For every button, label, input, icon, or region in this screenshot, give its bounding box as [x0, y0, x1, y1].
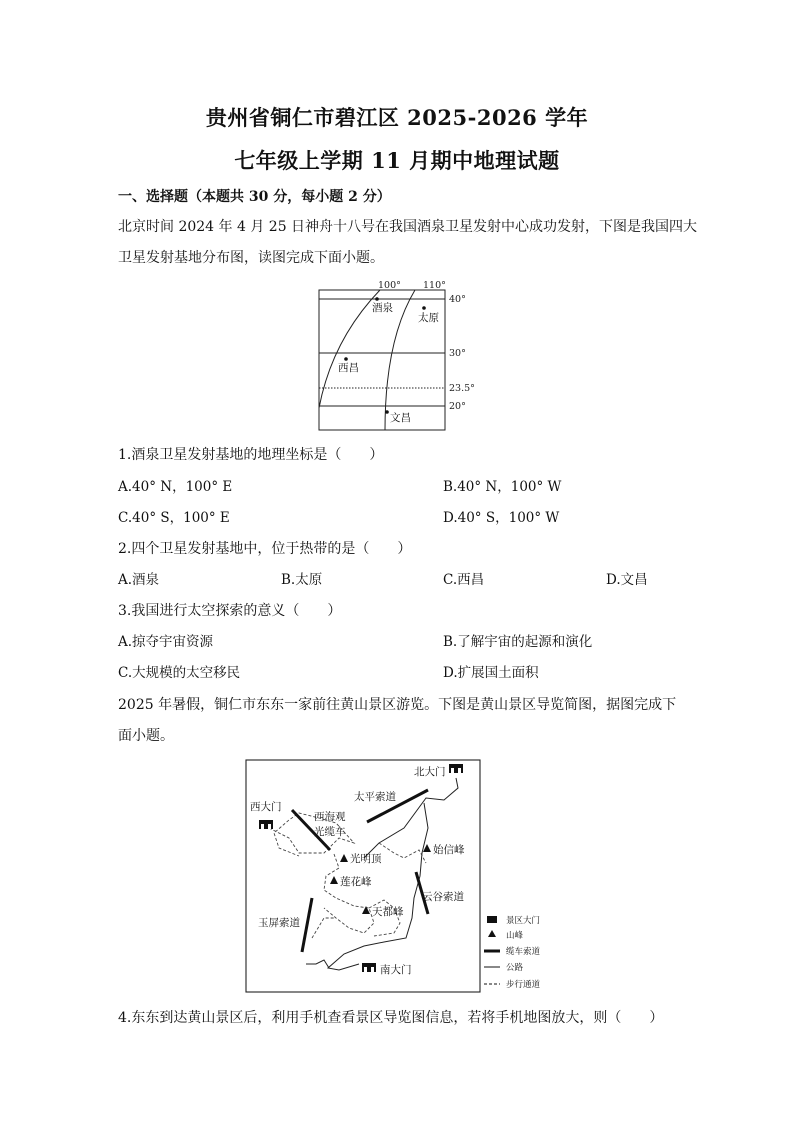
q2-option-a[interactable]: A.酒泉 [118, 572, 160, 588]
intro2-line1: 2025 年暑假，铜仁市东东一家前往黄山景区游览。下图是黄山景区导览简图，据图完成下 [118, 697, 677, 713]
q3-option-d[interactable]: D.扩展国土面积 [443, 665, 539, 681]
q3-option-a[interactable]: A.掠夺宇宙资源 [118, 634, 214, 650]
place-jiuquan: 酒泉 [372, 302, 393, 314]
south-gate-icon [362, 963, 376, 972]
label-south-gate: 南大门 [380, 964, 412, 976]
question-1-stem: 1.酒泉卫星发射基地的地理坐标是（ ） [118, 447, 384, 463]
q3-option-b[interactable]: B.了解宇宙的起源和演化 [443, 634, 593, 650]
peak-lianhuafeng-icon [330, 876, 338, 884]
label-west-gate: 西大门 [250, 801, 282, 813]
svg-text:景区大门: 景区大门 [506, 916, 541, 926]
q1-option-a[interactable]: A.40° N，100° E [118, 479, 233, 495]
label-shixinfeng: 始信峰 [433, 844, 465, 856]
lat-label-40: 40° [449, 294, 466, 305]
map-legend [484, 915, 541, 990]
label-xihai-cableway-2: 光缆车 [314, 826, 346, 838]
north-gate-icon [449, 764, 463, 773]
label-north-gate: 北大门 [414, 766, 446, 778]
question-4-stem: 4.东东到达黄山景区后，利用手机查看景区导览图信息，若将手机地图放大，则（ ） [118, 1010, 664, 1026]
intro-paragraph-line1: 北京时间 2024 年 4 月 25 日神舟十八号在我国酒泉卫星发射中心成功发射，下图是我国四大 [118, 219, 698, 235]
exam-title-line1: 贵州省铜仁市碧江区 2025-2026 学年 [205, 105, 589, 130]
section-heading: 一、选择题（本题共 30 分，每小题 2 分） [118, 189, 391, 205]
q2-option-b[interactable]: B.太原 [281, 572, 323, 588]
label-lianhuafeng: 莲花峰 [340, 876, 372, 888]
label-yuping-cableway: 玉屏索道 [258, 917, 300, 929]
q1-option-b[interactable]: B.40° N，100° W [443, 479, 562, 495]
place-taiyuan: 太原 [418, 312, 439, 324]
label-guangmingding: 光明顶 [350, 853, 382, 865]
svg-text:步行通道: 步行通道 [506, 980, 541, 990]
lat-label-23-5: 23.5° [449, 383, 475, 394]
q3-option-c[interactable]: C.大规模的太空移民 [118, 665, 241, 681]
intro2-line2: 面小题。 [118, 728, 174, 744]
svg-text:缆车索道: 缆车索道 [506, 947, 541, 957]
question-2-stem: 2.四个卫星发射基地中，位于热带的是（ ） [118, 541, 412, 557]
q2-option-d[interactable]: D.文昌 [606, 572, 648, 588]
lat-label-30: 30° [449, 348, 466, 359]
intro-paragraph-line2: 卫星发射基地分布图，读图完成下面小题。 [118, 250, 384, 266]
svg-text:山峰: 山峰 [506, 931, 524, 941]
q1-option-c[interactable]: C.40° S，100° E [118, 510, 230, 526]
question-3-stem: 3.我国进行太空探索的意义（ ） [118, 603, 342, 619]
lon-label-110: 110° [423, 280, 446, 291]
place-xichang: 西昌 [338, 362, 359, 374]
label-taiping-cableway: 太平索道 [354, 791, 396, 803]
huangshan-map [244, 758, 564, 994]
label-yungu-cableway: 云谷索道 [422, 891, 464, 903]
cableway-yuping [302, 898, 312, 952]
launch-base-map [300, 278, 485, 433]
lat-label-20: 20° [449, 401, 466, 412]
q2-option-c[interactable]: C.西昌 [443, 572, 485, 588]
place-wenchang: 文昌 [390, 412, 411, 424]
svg-text:公路: 公路 [506, 963, 524, 973]
lon-label-100: 100° [378, 280, 401, 291]
west-gate-icon [259, 820, 273, 829]
label-xihai-cableway-1: 西海观 [314, 811, 346, 823]
peak-guangmingding-icon [340, 854, 348, 862]
q1-option-d[interactable]: D.40° S，100° W [443, 510, 560, 526]
exam-title-line2: 七年级上学期 11 月期中地理试题 [234, 148, 560, 173]
label-tiandufeng: 天都峰 [372, 906, 404, 918]
